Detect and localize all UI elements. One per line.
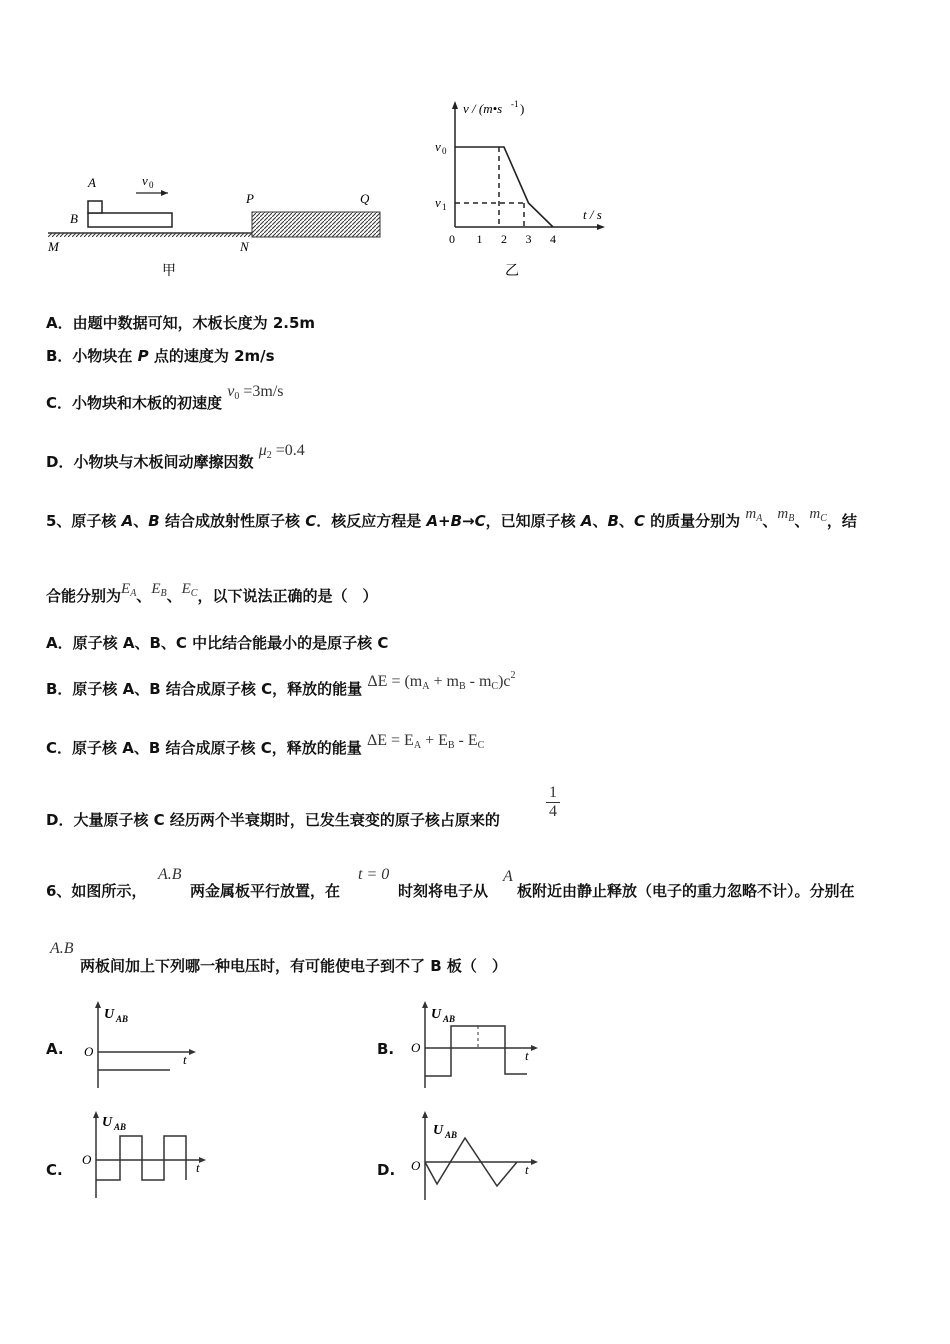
- label-p: P: [246, 191, 254, 206]
- svg-text:AB: AB: [116, 1014, 129, 1024]
- q6-stem-line1-c: 时刻将电子从: [398, 882, 489, 900]
- q6-ab-math: A.B: [158, 866, 182, 883]
- svg-text:t: t: [183, 1052, 187, 1067]
- v1-sub: 1: [442, 202, 447, 212]
- label-v0: v: [142, 173, 148, 188]
- svg-text:AB: AB: [443, 1014, 456, 1024]
- graph-c-signal: [96, 1136, 186, 1180]
- q6-graph-c[interactable]: [78, 1108, 213, 1207]
- svg-text:t: t: [525, 1048, 529, 1063]
- svg-text:O: O: [411, 1158, 421, 1173]
- graph-b-signal: [425, 1026, 527, 1076]
- ground-hatch: [48, 233, 252, 237]
- q6-option-b-label[interactable]: B.: [377, 1040, 395, 1058]
- label-b: B: [70, 211, 78, 226]
- svg-text:O: O: [411, 1040, 421, 1055]
- q6-option-c-label[interactable]: C.: [46, 1161, 63, 1179]
- figure-yi: [425, 95, 615, 285]
- label-v0-sub: 0: [149, 180, 154, 190]
- q4-option-b-prefix: B．小物块在: [46, 347, 138, 365]
- q5-option-c[interactable]: C．原子核 A、B 结合成原子核 C，释放的能量 $\Delta E = E_A + E_B - E_C$: [46, 732, 485, 757]
- q5-option-d-fraction: 1 4: [546, 784, 560, 821]
- q4-option-c-text: C．小物块和木板的初速度: [46, 394, 223, 412]
- q6-stem-line1-d: 板附近由静止释放（电子的重力忽略不计）。分别在: [517, 882, 855, 900]
- svg-text:t: t: [196, 1160, 200, 1175]
- v1-label: v: [435, 195, 441, 210]
- svg-text:U: U: [104, 1007, 115, 1022]
- x-axis-label: t / s: [583, 207, 602, 222]
- q6-a-math: A: [503, 868, 513, 885]
- q4-option-c[interactable]: [46, 383, 284, 414]
- label-m: M: [48, 239, 59, 254]
- svg-text:t: t: [525, 1162, 529, 1177]
- svg-text:O: O: [82, 1152, 92, 1167]
- svg-text:AB: AB: [114, 1122, 127, 1132]
- svg-text:U: U: [102, 1115, 113, 1130]
- q4-option-d-text: D．小物块与木板间动摩擦因数: [46, 453, 254, 471]
- figure-jia: [40, 165, 400, 285]
- y-axis-close: ): [520, 101, 525, 116]
- q5-stem-line2: 合能分别为$E_A$、$E_B$、$E_C$，以下说法正确的是（ ）: [46, 581, 378, 605]
- q6-option-a-label[interactable]: A.: [46, 1040, 64, 1058]
- q6-stem-line2: 两板间加上下列哪一种电压时，有可能使电子到不了 B 板（ ）: [80, 957, 507, 975]
- svg-text:U: U: [431, 1007, 442, 1022]
- q4-option-b[interactable]: [46, 345, 275, 366]
- q4-option-d[interactable]: [46, 442, 305, 473]
- q4-option-c-math: $v_0 =3m/s$: [227, 383, 284, 402]
- x-tick-label: 0: [449, 232, 455, 246]
- board-b: [88, 213, 172, 227]
- svg-text:AB: AB: [445, 1130, 458, 1140]
- x-tick-label: 1: [476, 232, 483, 246]
- caption-jia: 甲: [162, 264, 176, 279]
- x-tick-label: 3: [525, 232, 532, 246]
- svg-text:O: O: [84, 1044, 94, 1059]
- q4-option-a-text: A．由题中数据可知，木板长度为 2.5m: [46, 314, 316, 332]
- v0-label: v: [435, 139, 441, 154]
- rough-surface-pq: [252, 212, 380, 237]
- caption-yi: 乙: [505, 264, 519, 279]
- q6-ab-math-2: A.B: [50, 940, 74, 957]
- q6-graph-b[interactable]: [405, 998, 545, 1097]
- x-tick-label: 4: [550, 232, 556, 246]
- svg-text:U: U: [433, 1123, 444, 1138]
- x-tick-label: 2: [501, 232, 507, 246]
- y-axis-sup: -1: [511, 99, 519, 109]
- block-a: [88, 201, 102, 213]
- q4-option-b-p: P: [137, 347, 149, 365]
- q5-option-b-math: $\Delta E = (m_A + m_B - m_C)c^2$: [367, 670, 516, 692]
- label-a: A: [88, 175, 96, 190]
- q6-option-d-label[interactable]: D.: [377, 1161, 396, 1179]
- q4-option-b-suffix: 点的速度为 2m/s: [148, 347, 275, 365]
- q6-graph-d[interactable]: [405, 1108, 545, 1207]
- q4-option-d-math: $\mu_2 =0.4$: [258, 442, 305, 461]
- q4-option-a[interactable]: [46, 312, 315, 333]
- q6-graph-a[interactable]: [78, 998, 208, 1097]
- y-axis-label: v / (m•s: [463, 101, 503, 116]
- q6-t0-math: t = 0: [358, 866, 390, 883]
- q5-option-c-math: $\Delta E = E_A + E_B - E_C$: [366, 732, 485, 751]
- label-n: N: [240, 239, 249, 254]
- q5-option-a[interactable]: A．原子核 A、B、C 中比结合能最小的是原子核 C: [46, 634, 389, 652]
- label-q: Q: [360, 191, 370, 206]
- q5-option-b[interactable]: B．原子核 A、B 结合成原子核 C，释放的能量 $\Delta E = (m_A + m_B - m_C)c^2$: [46, 670, 516, 698]
- v0-sub: 0: [442, 146, 447, 156]
- q5-stem-line1: 5、原子核 A、B 结合成放射性原子核 C．核反应方程是 A+B→C，已知原子核 A、B、C 的质量分别为 $m_A$、$m_B$、$m_C$，结: [46, 506, 857, 530]
- q5-option-d[interactable]: D．大量原子核 C 经历两个半衰期时，已发生衰变的原子核占原来的: [46, 811, 500, 829]
- q6-stem-line1-b: 两金属板平行放置，在: [190, 882, 341, 900]
- vt-series-line: [455, 147, 553, 227]
- q6-stem-line1: 6、如图所示，: [46, 882, 147, 900]
